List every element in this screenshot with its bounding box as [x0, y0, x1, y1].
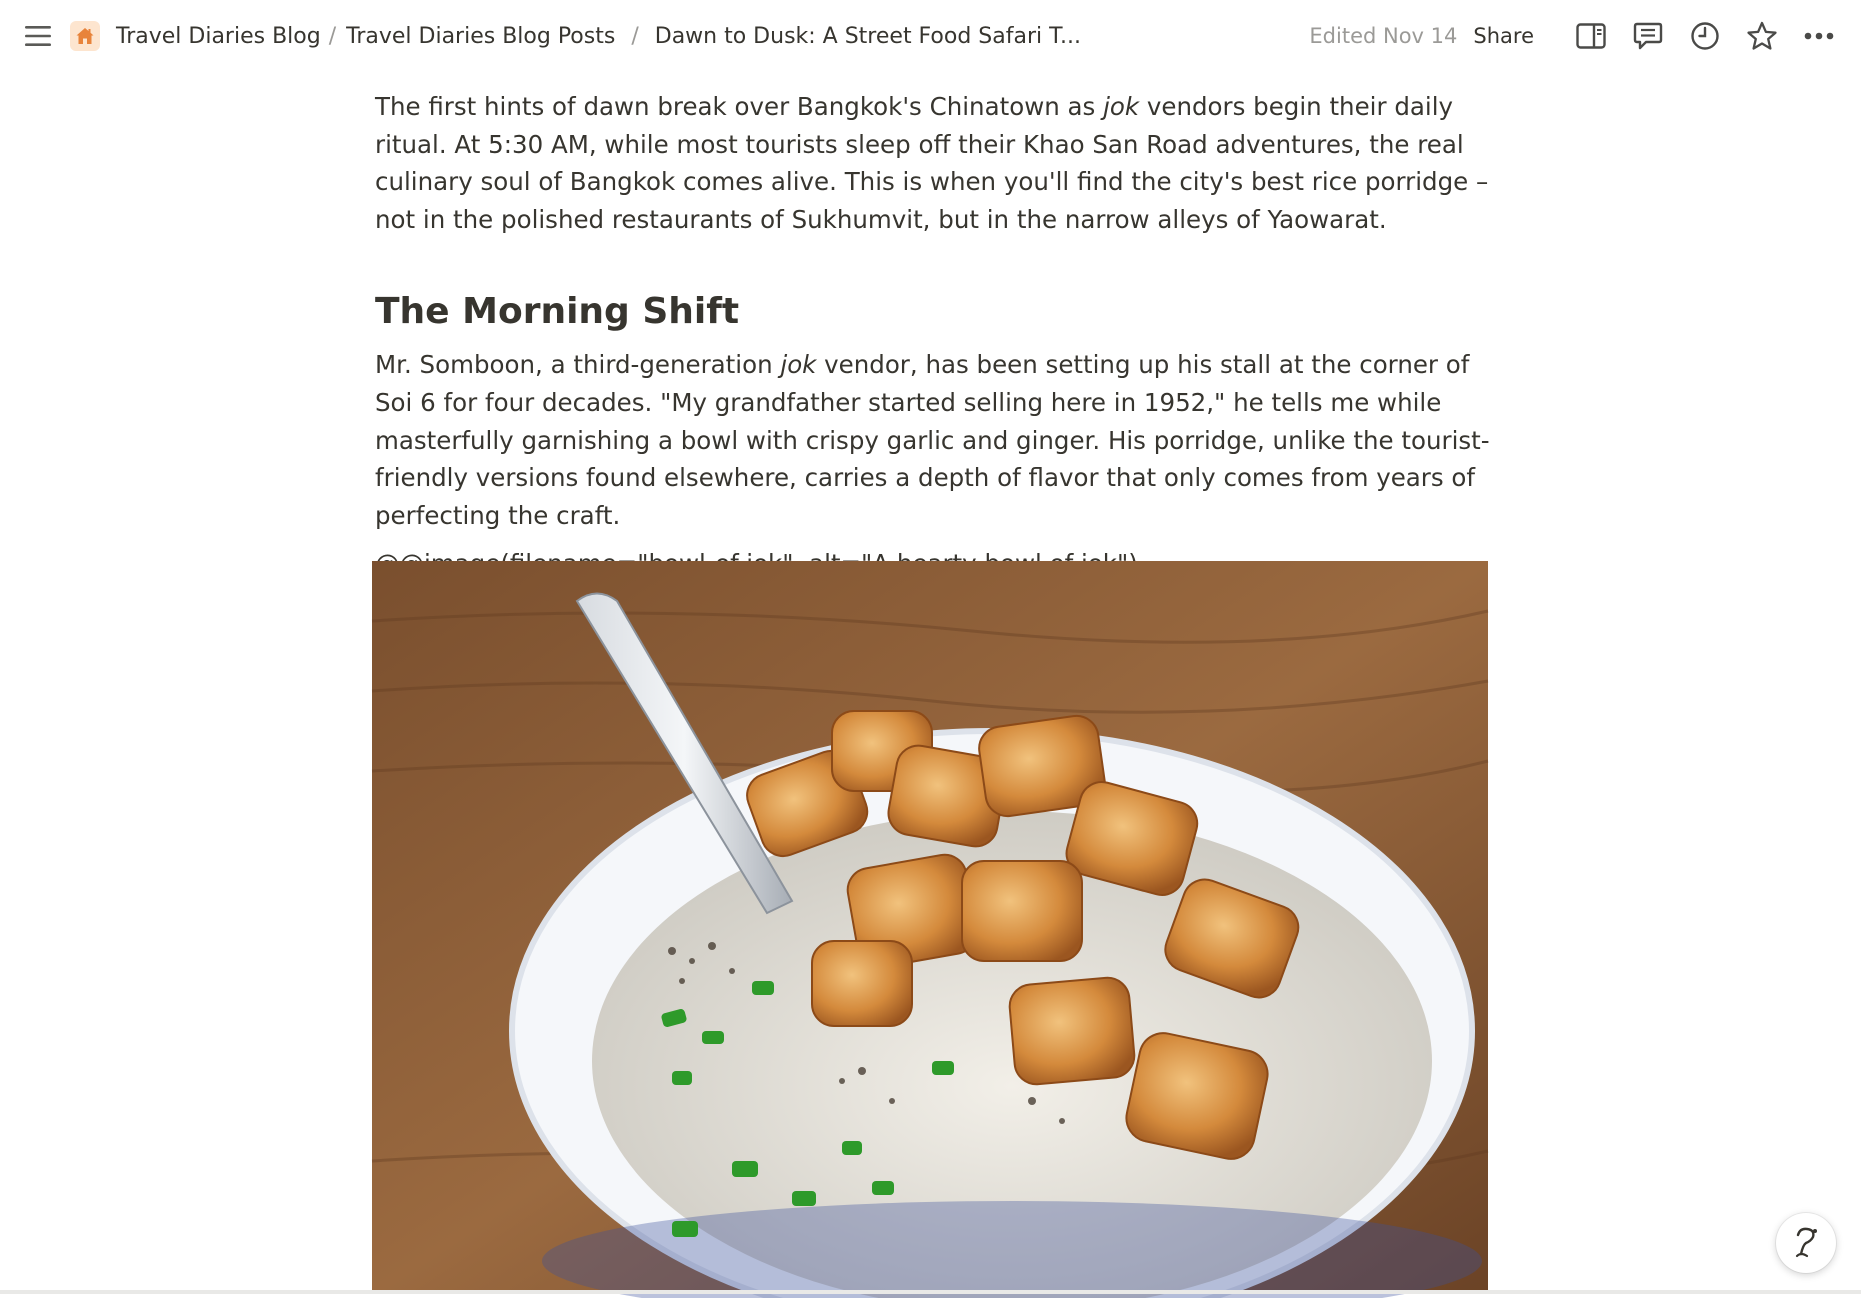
- top-bar: [0, 0, 1861, 72]
- bowl-of-jok-image[interactable]: [372, 561, 1488, 1294]
- intro-emphasis: jok: [1103, 92, 1140, 121]
- top-bar-actions: [1309, 16, 1839, 56]
- intro-text-before: The first hints of dawn break over Bangkok's Chinatown as: [375, 92, 1104, 121]
- breadcrumb-item-blog-posts[interactable]: Travel Diaries Blog Posts: [346, 23, 616, 49]
- help-question-icon[interactable]: [1776, 1213, 1836, 1273]
- sidebar-panel-icon[interactable]: [1571, 16, 1611, 56]
- breadcrumb-item-blog[interactable]: Travel Diaries Blog: [116, 23, 321, 49]
- clock-icon[interactable]: [1685, 16, 1725, 56]
- breadcrumb-separator: /: [631, 23, 639, 49]
- more-dots-icon[interactable]: [1799, 16, 1839, 56]
- intro-paragraph[interactable]: [375, 88, 1490, 238]
- bottom-divider: [0, 1290, 1861, 1294]
- breadcrumb: [112, 20, 1081, 53]
- breadcrumb-area: [20, 18, 1081, 54]
- section-heading[interactable]: The Morning Shift: [375, 291, 740, 333]
- body-emphasis: jok: [780, 350, 817, 380]
- house-icon[interactable]: [70, 21, 100, 51]
- body-text-after: vendor, has been setting up his stall at the corner of Soi 6 for four decades. "My grandfather started selling here in 1952," he tells me while masterfully garnishing a bowl with crispy garlic and ginger. His porridge, unlike the tourist-friendly versions found elsewhere, carries a depth of flavor that only comes from years of perfecting the craft.: [375, 350, 1490, 530]
- body-text-before: Mr. Somboon, a third-generation: [375, 350, 781, 380]
- edited-timestamp[interactable]: Edited Nov 14: [1309, 24, 1458, 48]
- comment-icon[interactable]: [1628, 16, 1668, 56]
- breadcrumb-item-current-page[interactable]: Dawn to Dusk: A Street Food Safari T...: [654, 23, 1081, 49]
- hamburger-menu-icon[interactable]: [20, 18, 56, 54]
- intro-text-after: vendors begin their daily ritual. At 5:30 AM, while most tourists sleep off their Khao San Road adventures, the real culinary soul of Bangkok comes alive. This is when you'll find the city's best rice porridge – not in the polished restaurants of Sukhumvit, but in the narrow alleys of Yaowarat.: [375, 92, 1489, 234]
- body-paragraph[interactable]: [375, 346, 1490, 534]
- star-icon[interactable]: [1742, 16, 1782, 56]
- share-button[interactable]: Share: [1473, 24, 1534, 48]
- breadcrumb-separator: /: [328, 23, 337, 49]
- page-content: [375, 88, 1490, 582]
